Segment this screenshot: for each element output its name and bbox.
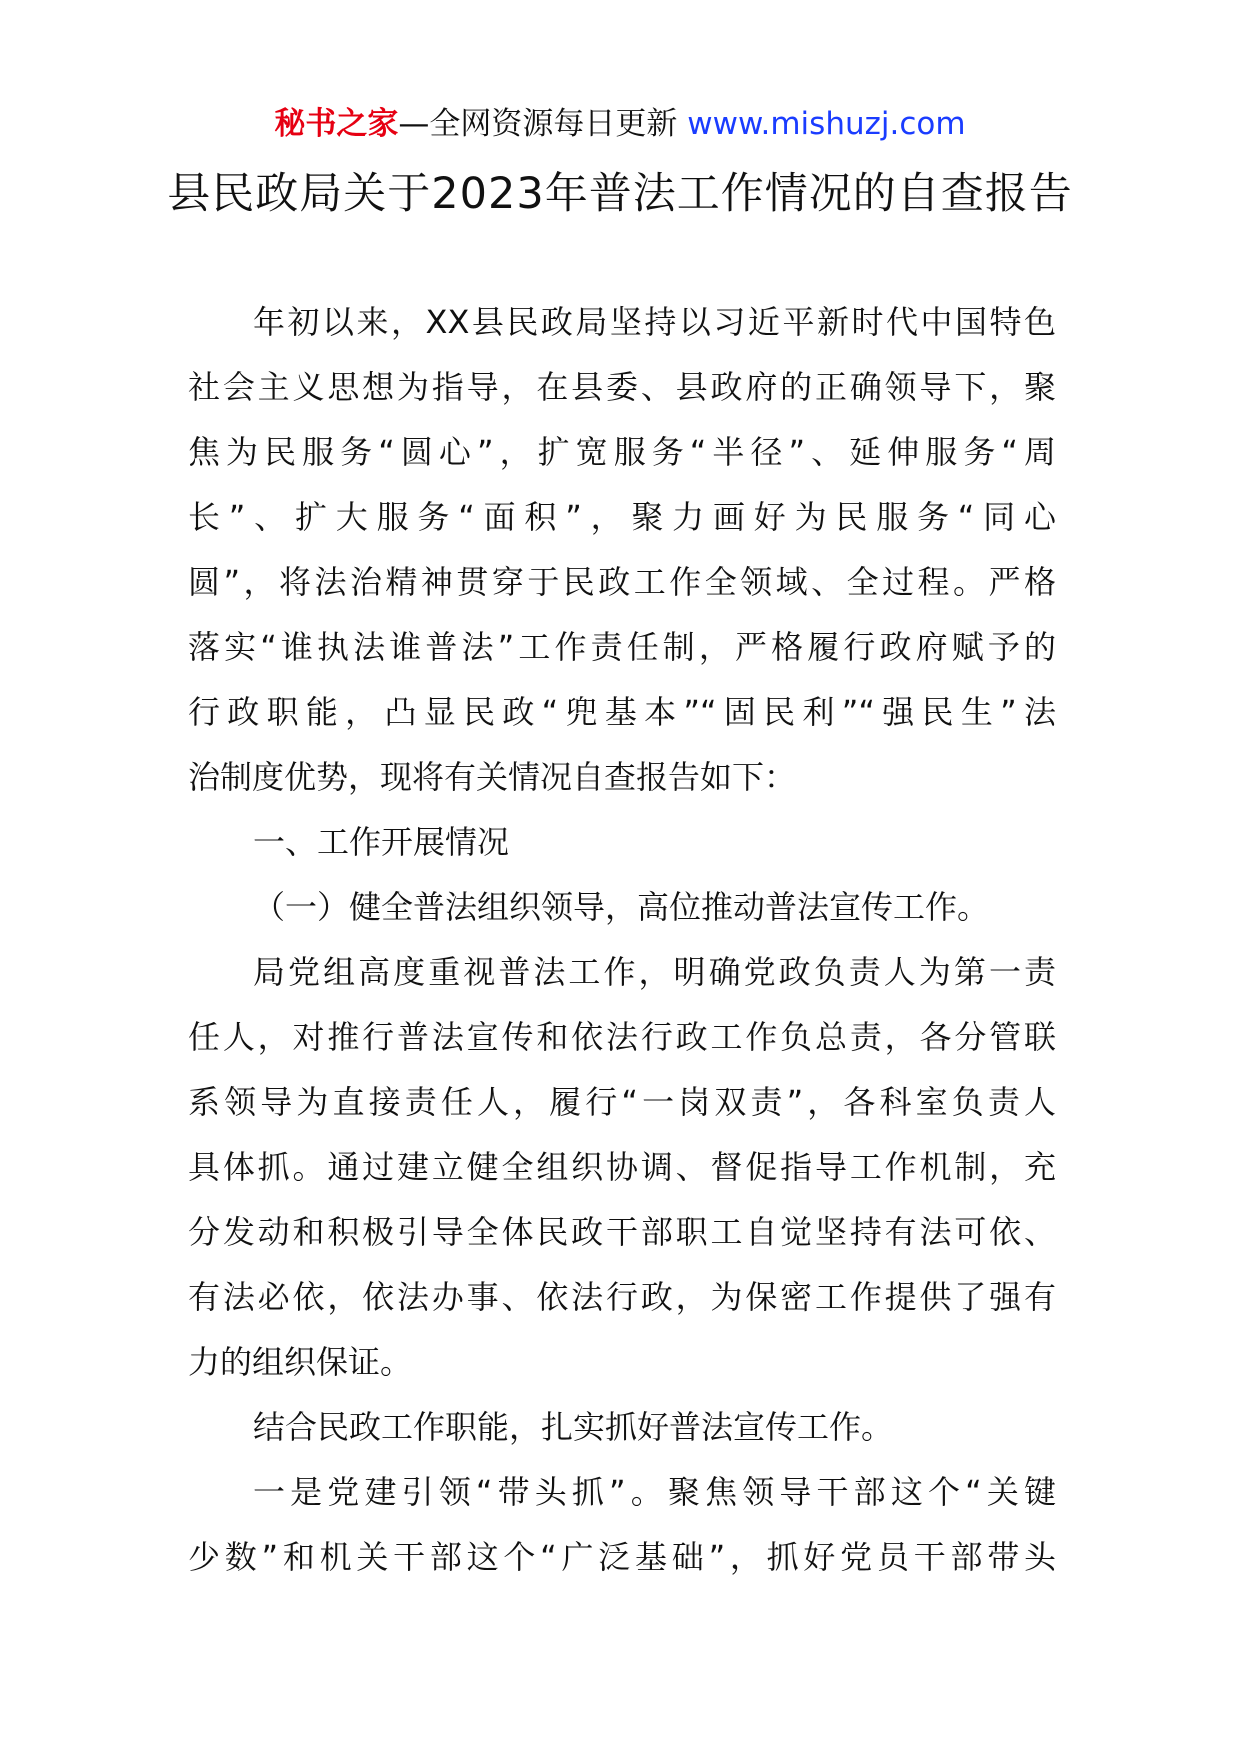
section-heading: 一、工作开展情况 (253, 823, 510, 861)
site-url-link[interactable]: www.mishuzj.com (687, 106, 966, 142)
paragraph-line: 任人，对推行普法宣传和依法行政工作负总责，各分管联 (188, 1018, 1056, 1056)
brand-name: 秘书之家 (274, 106, 399, 142)
banner-tagline: —全网资源每日更新 (398, 106, 688, 142)
paragraph-line: 局党组高度重视普法工作，明确党政负责人为第一责 (253, 953, 1056, 991)
paragraph-line: 分发动和积极引导全体民政干部职工自觉坚持有法可依、 (188, 1213, 1056, 1251)
paragraph-line: 有法必依，依法办事、依法行政，为保密工作提供了强有 (188, 1278, 1056, 1316)
paragraph-line: 力的组织保证。 (188, 1343, 413, 1381)
document-title: 县民政局关于2023年普法工作情况的自查报告 (167, 169, 1073, 219)
paragraph-line: 社会主义思想为指导，在县委、县政府的正确领导下，聚 (188, 368, 1056, 406)
document-body (188, 290, 1056, 1590)
paragraph-line: 少数”和机关干部这个“广泛基础”，抓好党员干部带头 (188, 1538, 1056, 1576)
paragraph-line: 治制度优势，现将有关情况自查报告如下： (188, 758, 797, 796)
paragraph-line: 系领导为直接责任人，履行“一岗双责”，各科室负责人 (188, 1083, 1056, 1121)
paragraph-line: 圆”，将法治精神贯穿于民政工作全领域、全过程。严格 (188, 563, 1056, 601)
subsection-heading: （一）健全普法组织领导，高位推动普法宣传工作。 (253, 888, 990, 926)
paragraph-line: 年初以来，XX县民政局坚持以习近平新时代中国特色 (253, 303, 1056, 341)
paragraph-line: 结合民政工作职能，扎实抓好普法宣传工作。 (253, 1408, 894, 1446)
paragraph-line: 焦为民服务“圆心”，扩宽服务“半径”、延伸服务“周 (188, 433, 1056, 471)
paragraph-line: 一是党建引领“带头抓”。聚焦领导干部这个“关键 (253, 1473, 1056, 1511)
paragraph-line: 具体抓。通过建立健全组织协调、督促指导工作机制，充 (188, 1148, 1056, 1186)
site-banner (0, 100, 1240, 148)
paragraph-line: 长”、扩大服务“面积”，聚力画好为民服务“同心 (188, 498, 1056, 536)
paragraph-line: 落实“谁执法谁普法”工作责任制，严格履行政府赋予的 (188, 628, 1056, 666)
paragraph-line: 行政职能，凸显民政“兜基本”“固民利”“强民生”法 (188, 693, 1056, 731)
